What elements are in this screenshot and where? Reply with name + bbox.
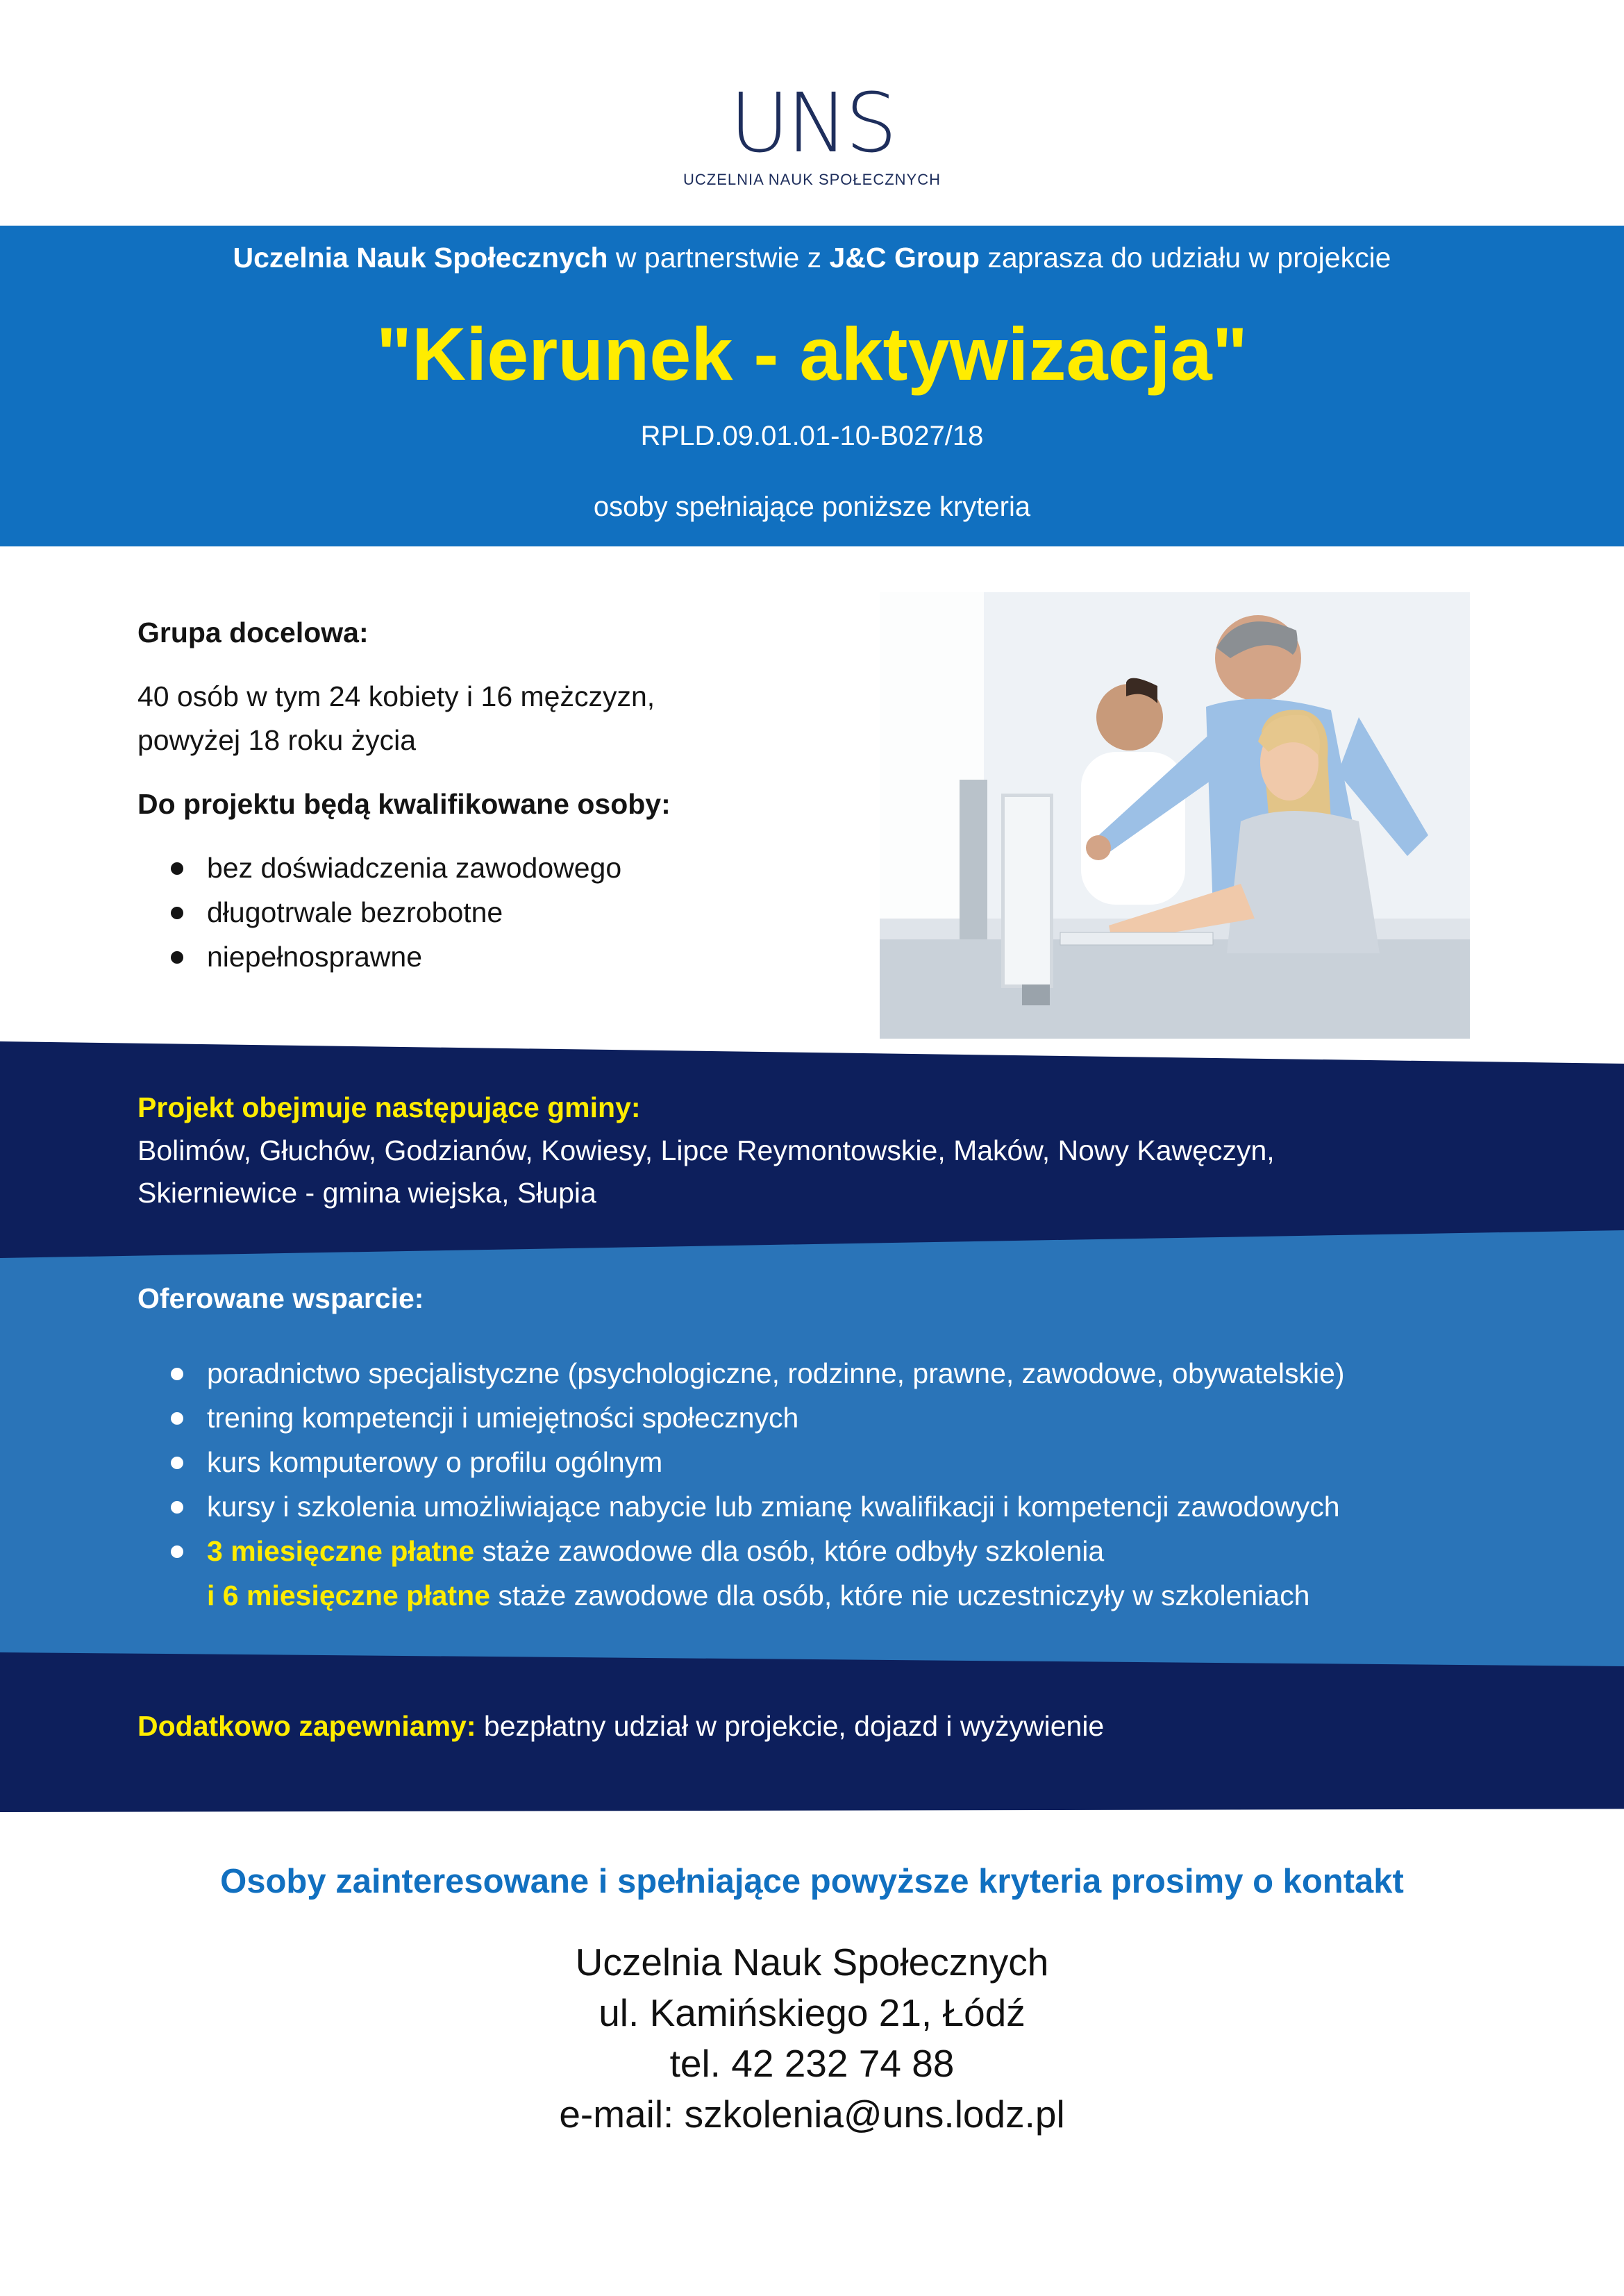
training-scene-illustration — [880, 592, 1470, 1039]
criteria-intro: osoby spełniające poniższe kryteria — [593, 492, 1031, 522]
list-item: bez doświadczenia zawodowego — [137, 846, 860, 890]
invite-suffix: zaprasza do udziału w projekcie — [979, 242, 1391, 274]
partner-prefix: w partnerstwie z — [608, 242, 830, 274]
list-item: trening kompetencji i umiejętności społecznych — [137, 1396, 1582, 1440]
target-group-heading: Grupa docelowa: — [137, 617, 369, 648]
municipalities-heading: Projekt obejmuje następujące gminy: — [137, 1091, 641, 1123]
project-title: "Kierunek - aktywizacja" — [376, 312, 1248, 396]
qualify-list — [137, 846, 860, 979]
contact-email[interactable]: e-mail: szkolenia@uns.lodz.pl — [559, 2093, 1065, 2136]
uns-logo-subtitle: UCZELNIA NAUK SPOŁECZNYCH — [683, 171, 941, 188]
internship-a-rest: staże zawodowe dla osób, które odbyły szkolenia — [474, 1534, 1105, 1567]
internship-b-line — [137, 1573, 1582, 1618]
internship-a-bold: 3 miesięczne płatne — [207, 1534, 475, 1567]
contact-heading: Osoby zainteresowane i spełniające powyższe kryteria prosimy o kontakt — [220, 1863, 1404, 1900]
partner-name: J&C Group — [829, 242, 980, 274]
list-item: niepełnosprawne — [137, 935, 860, 979]
extra-label: Dodatkowo zapewniamy: — [137, 1710, 476, 1742]
internship-b-prefix: i — [207, 1579, 223, 1611]
target-group-section — [137, 611, 860, 979]
org-name: Uczelnia Nauk Społecznych — [233, 242, 608, 274]
qualify-heading: Do projektu będą kwalifikowane osoby: — [137, 787, 671, 820]
list-item: długotrwale bezrobotne — [137, 890, 860, 935]
list-item: kursy i szkolenia umożliwiające nabycie lub zmianę kwalifikacji i kompetencji zawodowych — [137, 1484, 1582, 1529]
support-heading: Oferowane wsparcie: — [137, 1282, 424, 1314]
target-group-line-1: 40 osób w tym 24 kobiety i 16 mężczyzn, — [137, 680, 655, 712]
internship-b-bold: 6 miesięczne płatne — [222, 1579, 490, 1611]
municipalities-line-2: Skierniewice - gmina wiejska, Słupia — [137, 1177, 596, 1209]
extra-text: bezpłatny udział w projekcie, dojazd i wyżywienie — [476, 1710, 1105, 1742]
municipalities-line-1: Bolimów, Głuchów, Godzianów, Kowiesy, Lipce Reymontowskie, Maków, Nowy Kawęczyn, — [137, 1134, 1275, 1166]
extra-section — [137, 1710, 1491, 1743]
target-group-description — [137, 675, 860, 763]
list-item: poradnictwo specjalistyczne (psychologiczne, rodzinne, prawne, zawodowe, obywatelskie) — [137, 1351, 1582, 1396]
list-item-internship — [137, 1529, 1582, 1573]
list-item: kurs komputerowy o profilu ogólnym — [137, 1440, 1582, 1484]
project-code: RPLD.09.01.01-10-B027/18 — [640, 421, 984, 451]
contact-address: ul. Kamińskiego 21, Łódź — [598, 1991, 1026, 2034]
contact-name: Uczelnia Nauk Społecznych — [575, 1941, 1049, 1984]
target-group-line-2: powyżej 18 roku życia — [137, 724, 417, 757]
contact-block — [0, 1937, 1624, 2140]
uns-logo: UNS — [729, 75, 895, 171]
support-list — [137, 1351, 1582, 1573]
support-section — [137, 1277, 1582, 1618]
internship-b-rest: staże zawodowe dla osób, które nie uczestniczyły w szkoleniach — [489, 1579, 1310, 1611]
contact-phone: tel. 42 232 74 88 — [669, 2042, 955, 2085]
training-photo — [880, 592, 1470, 1039]
intro-line — [0, 240, 1624, 276]
municipalities-section — [137, 1087, 1491, 1215]
